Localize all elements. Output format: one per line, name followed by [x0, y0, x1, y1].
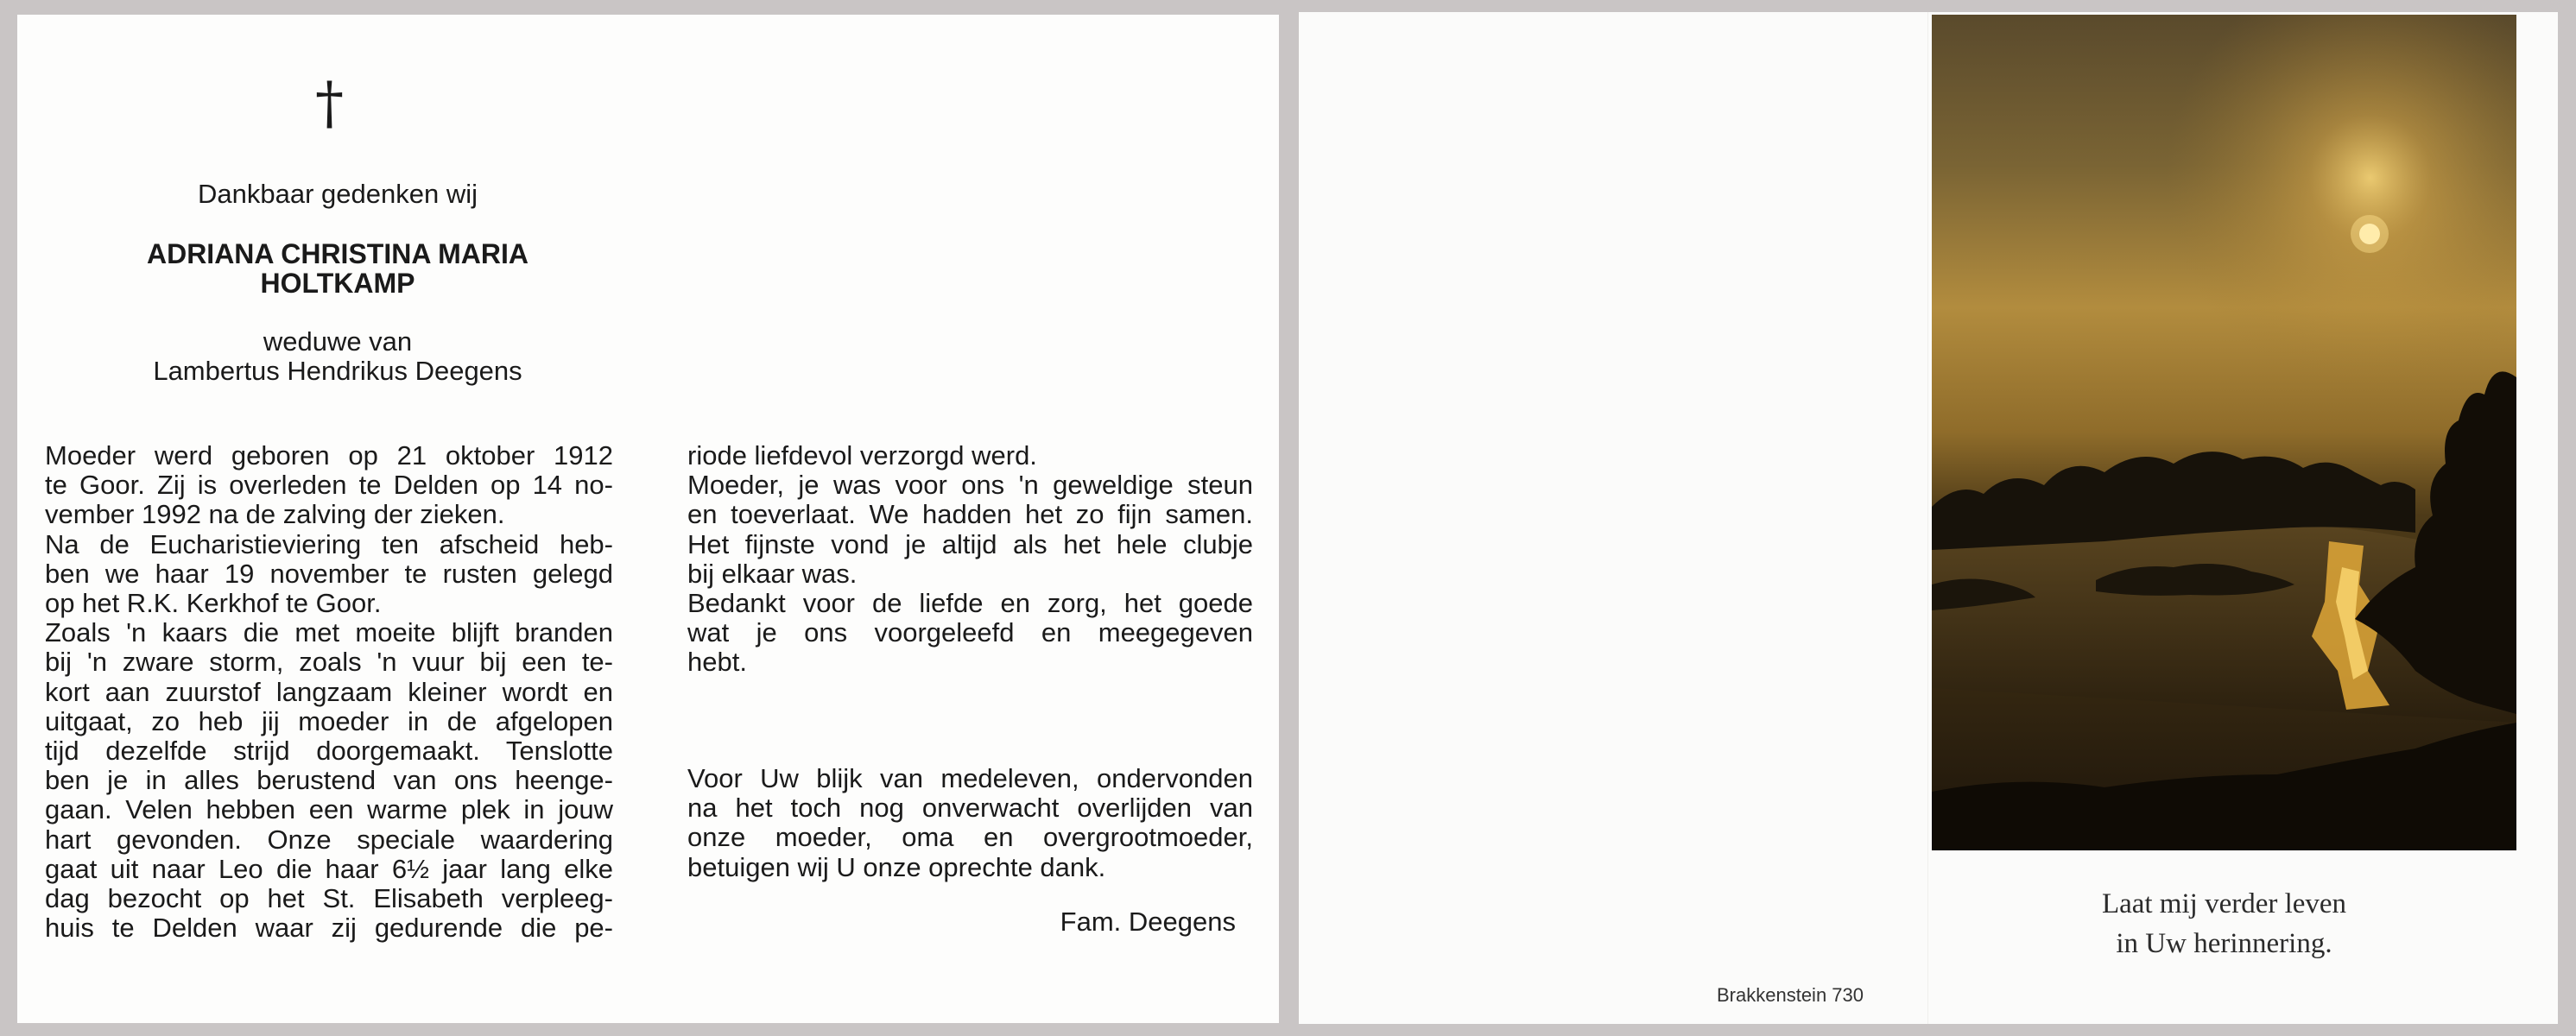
body-line: te Goor. Zij is overleden te Delden op 14 no-: [45, 470, 613, 501]
printer-mark: Brakkenstein 730: [1717, 984, 1864, 1006]
signature: Fam. Deegens: [1060, 906, 1236, 937]
body-line: hebt.: [687, 647, 747, 678]
body-line: gaan. Velen hebben een warme plek in jouw: [45, 794, 613, 825]
thanks-line: Voor Uw blijk van medeleven, ondervonden: [687, 763, 1253, 793]
body-line: Het fijnste vond je altijd als het hele clubje: [687, 528, 1253, 559]
body-line: vember 1992 na de zalving der zieken.: [45, 499, 505, 530]
body-line: bij 'n zware storm, zoals 'n vuur bij een te-: [45, 647, 613, 678]
body-line: ben we haar 19 november te rusten gelegd: [45, 558, 613, 589]
name-line-1: ADRIANA CHRISTINA MARIA: [146, 238, 529, 269]
left-card: [17, 15, 1279, 1023]
body-line: gaat uit naar Leo die haar 6½ jaar lang elke: [45, 853, 613, 884]
fold-line: [1927, 12, 1928, 1024]
thanks-line: na het toch nog onverwacht overlijden van: [687, 793, 1253, 824]
body-line: bij elkaar was.: [687, 558, 858, 589]
caption-line-1: Laat mij verder leven: [2101, 888, 2347, 919]
body-line: Moeder, je was voor ons 'n geweldige steun: [687, 470, 1253, 501]
body-line: dag bezocht op het St. Elisabeth verpleeg-: [45, 883, 613, 914]
body-line: tijd dezelfde strijd doorgemaakt. Tenslotte: [45, 736, 613, 767]
intro-text: Dankbaar gedenken wij: [198, 179, 478, 209]
thanks-line: betuigen wij U onze oprechte dank.: [687, 851, 1106, 882]
widow-block: [99, 327, 576, 386]
body-line: ben je in alles berustend van ons heenge-: [45, 765, 613, 796]
body-text-right: [687, 441, 1253, 678]
body-line: wat je ons voorgeleefd en meegegeven: [687, 617, 1253, 648]
thanks-line: onze moeder, oma en overgrootmoeder,: [687, 822, 1253, 853]
body-line: op het R.K. Kerkhof te Goor.: [45, 588, 382, 619]
body-line: hart gevonden. Onze speciale waardering: [45, 824, 613, 855]
body-line: Bedankt voor de liefde en zorg, het goede: [687, 588, 1253, 619]
thanks-text: [687, 764, 1253, 882]
body-text-left: [45, 441, 613, 943]
sunset-lake-photo: [1932, 15, 2516, 850]
widow-of-label: weduwe van: [263, 326, 413, 357]
body-line: uitgaat, zo heb jij moeder in de afgelopen: [45, 705, 613, 736]
body-line: Na de Eucharistieviering ten afscheid heb-: [45, 528, 613, 559]
name-line-2: HOLTKAMP: [260, 268, 415, 299]
body-line: en toeverlaat. We hadden het zo fijn samen.: [687, 499, 1253, 530]
husband-name: Lambertus Hendrikus Deegens: [153, 356, 522, 386]
deceased-name: [99, 239, 576, 298]
cross-icon: †: [315, 70, 344, 136]
caption: [1932, 884, 2516, 963]
body-line: kort aan zuurstof langzaam kleiner wordt en: [45, 676, 613, 707]
caption-line-2: in Uw herinnering.: [2116, 928, 2332, 959]
body-line: Zoals 'n kaars die met moeite blijft branden: [45, 617, 613, 648]
right-card: [1299, 12, 2558, 1024]
body-line: riode liefdevol verzorgd werd.: [687, 440, 1037, 471]
body-line: Moeder werd geboren op 21 oktober 1912: [45, 440, 613, 471]
body-line: huis te Delden waar zij gedurende die pe-: [45, 913, 613, 944]
